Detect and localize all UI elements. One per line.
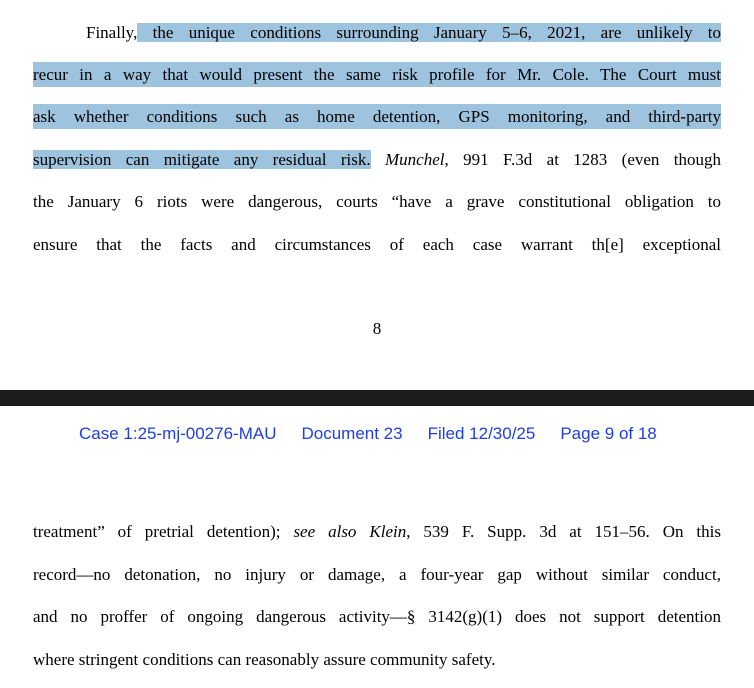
text-line: where stringent conditions can reasonably assure community safety. <box>33 650 496 669</box>
text-line <box>33 519 721 544</box>
indent-text: Finally, <box>86 23 138 42</box>
page-count: Page 9 of 18 <box>560 424 657 443</box>
text-line: record—no detonation, no injury or damage, a four-year gap without similar conduct, <box>33 565 721 584</box>
highlighted-text: supervision can mitigate any residual risk. <box>33 150 371 169</box>
text-span: treatment” of pretrial detention); <box>33 522 294 541</box>
highlighted-line: recur in a way that would present the same risk profile for Mr. Cole. The Court must <box>33 62 721 87</box>
text-line <box>86 20 721 45</box>
highlighted-line: ask whether conditions such as home detention, GPS monitoring, and third-party <box>33 104 721 129</box>
page-divider <box>0 390 754 406</box>
citation-text: , 539 F. Supp. 3d at 151–56. On this <box>406 522 721 541</box>
highlighted-text: the unique conditions surrounding January 5–6, 2021, are unlikely to <box>137 23 721 42</box>
ecf-header-stamp <box>79 422 657 446</box>
document-number: Document 23 <box>301 424 403 443</box>
text-line <box>33 147 721 172</box>
space <box>371 150 385 169</box>
case-citation: see also Klein <box>293 522 407 541</box>
text-line: ensure that the facts and circumstances of each case warrant th[e] exceptional <box>33 235 721 254</box>
text-line: and no proffer of ongoing dangerous activity—§ 3142(g)(1) does not support detention <box>33 607 721 626</box>
filed-date: Filed 12/30/25 <box>427 424 536 443</box>
case-citation: Munchel <box>385 150 445 169</box>
case-number: Case 1:25-mj-00276-MAU <box>79 424 277 443</box>
text-line: the January 6 riots were dangerous, courts “have a grave constitutional obligation to <box>33 192 721 211</box>
citation-text: , 991 F.3d at 1283 (even though <box>444 150 722 169</box>
page-number: 8 <box>372 319 382 338</box>
